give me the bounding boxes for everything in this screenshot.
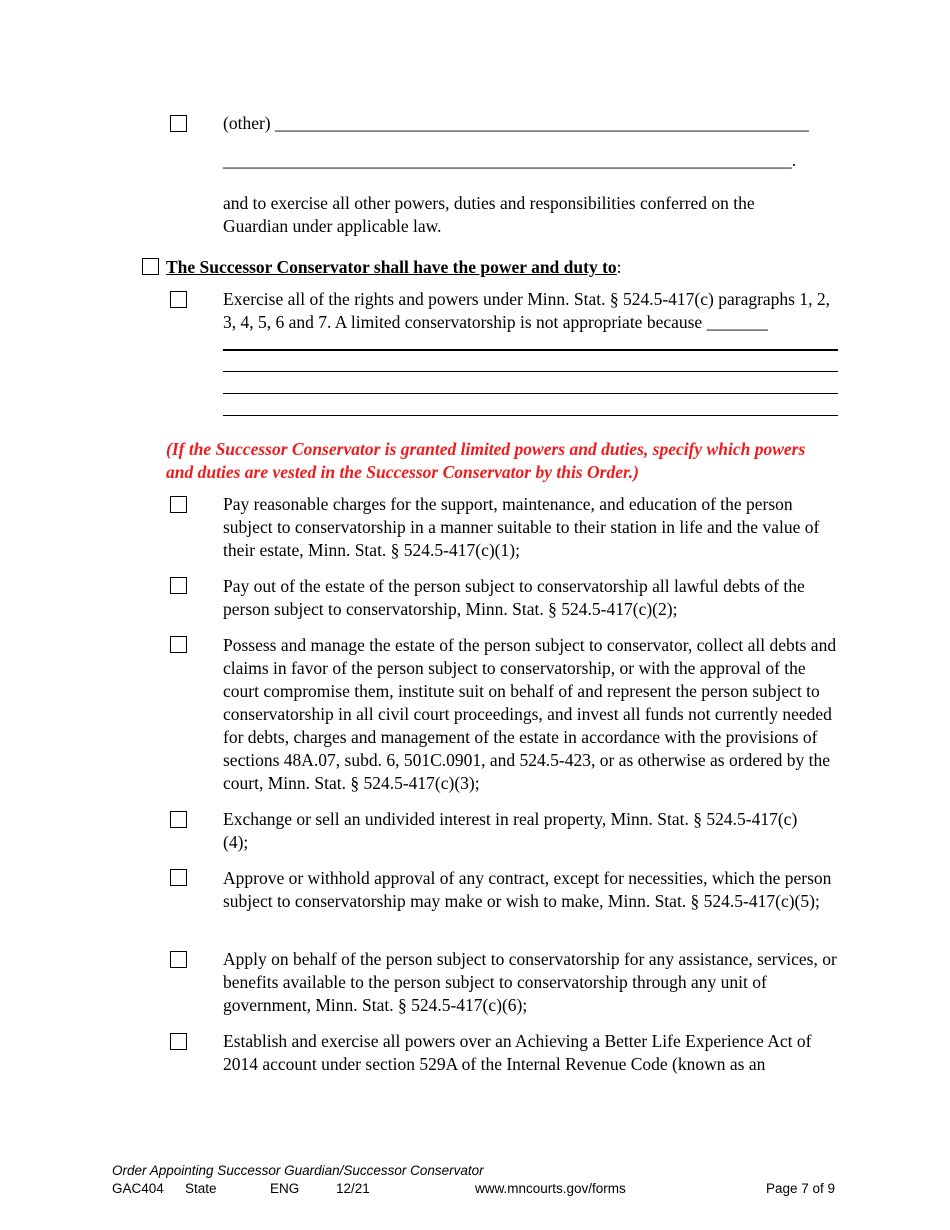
item-checkbox-3[interactable] (170, 636, 187, 653)
item-text-2: Pay out of the estate of the person subject to conservatorship all lawful debts of the person subject to conservatorship, Minn. Stat. § 524.5-417(c)(2); (223, 576, 805, 619)
other-checkbox[interactable] (170, 115, 187, 132)
item-text-1: Pay reasonable charges for the support, maintenance, and education of the person subject to conservatorship in a manner suitable to their station in life and the value of their estate, Minn. Stat. § 524.5-417(c)(1); (223, 494, 820, 560)
item-text-4: Exchange or sell an undivided interest in real property, Minn. Stat. § 524.5-417(c)(4); (223, 809, 798, 852)
item-checkbox-1[interactable] (170, 496, 187, 513)
item-text-7: Establish and exercise all powers over an Achieving a Better Life Experience Act of 2014 account under section 529A of the Internal Revenue Code (known as an (223, 1031, 812, 1074)
item-checkbox-4[interactable] (170, 811, 187, 828)
reason-line-1[interactable] (223, 349, 838, 351)
full-powers-checkbox[interactable] (170, 291, 187, 308)
other-label: (other) _____________________________________________________________ (223, 113, 809, 133)
item-checkbox-6[interactable] (170, 951, 187, 968)
reason-line-3[interactable] (223, 393, 838, 394)
conservator-heading: The Successor Conservator shall have the power and duty to: (166, 257, 622, 277)
other-line-1[interactable]: _____________________________________________________________ (275, 113, 809, 133)
footer-language: ENG (270, 1181, 300, 1196)
item-text-3: Possess and manage the estate of the person subject to conservator, collect all debts and claims in favor of the person subject to conservatorship, or with the approval of the court compromise them, institute suit on behalf of and represent the person subject to conservatorship in all civil court proceedings, and invest all funds not currently needed for debts, charges and management of the estate in accordance with the provisions of sections 48A.07, subd. 6, 501C.0901, and 524.5-423, or as otherwise as ordered by the court, Minn. Stat. § 524.5-417(c)(3); (223, 635, 837, 793)
item-text-5: Approve or withhold approval of any contract, except for necessities, which the person subject to conservatorship may make or wish to make, Minn. Stat. § 524.5-417(c)(5); (223, 868, 832, 911)
footer-page-number: Page 7 of 9 (766, 1181, 836, 1196)
reason-line-2[interactable] (223, 371, 838, 372)
conservator-section-checkbox[interactable] (142, 258, 159, 275)
full-powers-text: Exercise all of the rights and powers under Minn. Stat. § 524.5-417(c) paragraphs 1, 2, 3, 4, 5, 6 and 7. A limited conservatorship is not appropriate because _______ (223, 289, 830, 332)
footer-form-title: Order Appointing Successor Guardian/Successor Conservator (112, 1163, 484, 1178)
reason-line-4[interactable] (223, 415, 838, 416)
item-checkbox-7[interactable] (170, 1033, 187, 1050)
footer-website[interactable]: www.mncourts.gov/forms (475, 1181, 626, 1196)
footer-revision: 12/21 (336, 1181, 370, 1196)
other-closing-text: and to exercise all other powers, duties and responsibilities conferred on the Guardian under applicable law. (223, 193, 755, 236)
limited-powers-instruction: (If the Successor Conservator is granted limited powers and duties, specify which powers and duties are vested in the Successor Conservator by this Order.) (166, 439, 806, 482)
footer-jurisdiction: State (185, 1181, 217, 1196)
item-checkbox-2[interactable] (170, 577, 187, 594)
item-text-6: Apply on behalf of the person subject to conservatorship for any assistance, services, or benefits available to the person subject to conservatorship through any unit of government, Minn. Stat. § 524.5-417(c)(6); (223, 949, 837, 1015)
footer-form-code: GAC404 (112, 1181, 164, 1196)
other-line-2[interactable]: _________________________________________________________________. (223, 150, 797, 170)
item-checkbox-5[interactable] (170, 869, 187, 886)
